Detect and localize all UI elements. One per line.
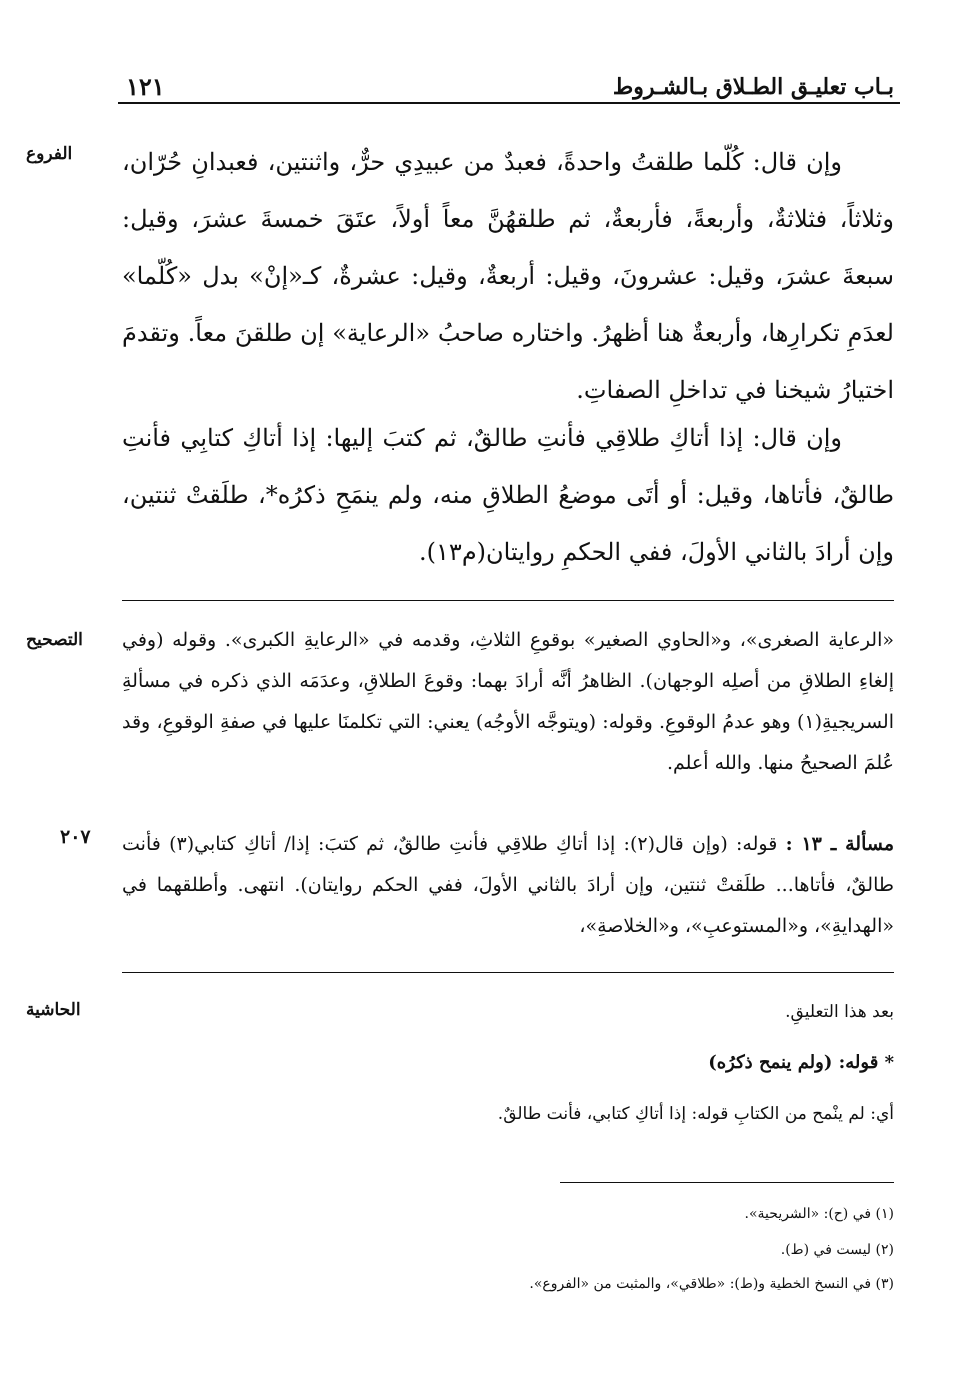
section-divider <box>122 972 894 973</box>
hashiya-line-2: * قوله: (ولم ينمح ذكرُه) <box>708 1052 894 1073</box>
footnote: (٢) ليست في (ط). <box>780 1242 894 1258</box>
tashih-paragraph-1: «الرعاية الصغرى»، و«الحاوي الصغير» بوقوعِ الثلاثِ، وقدمه في «الرعايةِ الكبرى». وقوله (وفي إلغاءِ الطلاقِ من أصلِه الوجهان). الظاهرُ أنَّه أرادَ بهما: وقوعَ الطلاقِ، وعدَمَه الذي ذكره في مسألةِ السريجيةِ(١) وهو عدمُ الوقوعِ. وقوله: (ويتوجَّه الأوجُه) يعني: التي تكلمنَا عليها في صفةِ الوقوعِ، وقد عُلمَ الصحيحُ منها. والله أعلم. <box>122 629 894 774</box>
footnote: (١) في (ح): «الشريحية». <box>744 1206 894 1222</box>
footnote-divider <box>560 1182 894 1183</box>
section-label-tashih: التصحيح <box>26 630 83 650</box>
section-label-furu: الفروع <box>26 144 73 164</box>
masala-label: مسألة ـ ١٣ : <box>785 833 894 855</box>
main-paragraph-1: وإن قال: كُلّما طلقتُ واحدةً، فعبدٌ من عبيدِي حرٌّ، واثنتين، فعبدانِ حُرّان، وثلاثاً، فثلاثةٌ، وأربعةً، فأربعةٌ، ثم طلقهُنَّ معاً أولاً، عتَقَ خمسةَ عشرَ، وقيل: سبعةَ عشرَ، وقيل: عشرونَ، وقيل: أربعةٌ، وقيل: عشرةٌ، كـ«إنْ» بدل «كُلّما» لعدَمِ تكرارِها، وأربعةٌ هنا أظهرُ. واختاره صاحبُ «الرعاية» إن طلقنَ معاً. وتقدمَ اختيارُ شيخنا في تداخلِ الصفاتِ. <box>122 148 894 404</box>
chapter-title: بـاب تعليـق الطـلاق بـالشـروط <box>612 74 894 100</box>
running-header <box>118 62 900 102</box>
margin-number: ٢٠٧ <box>60 826 91 848</box>
section-label-hashiya: الحاشية <box>26 1000 81 1020</box>
main-paragraph-2: وإن قال: إذا أتاكِ طلاقِي فأنتِ طالقٌ، ثم كتبَ إليها: إذا أتاكِ كتابِي فأنتِ طالقٌ، فأتاها، وقيل: أو أتَى موضعُ الطلاقِ منه، ولم ينمَحِ ذكرُه*، طلَقتْ ثنتين، وإن أرادَ بالثاني الأولَ، ففي الحكمِ روايتان(م١٣). <box>122 424 894 566</box>
hashiya-line-3: أي: لم ينْمح من الكتابِ قوله: إذا أتاكِ كتابي، فأنت طالقٌ. <box>497 1104 894 1124</box>
hashiya-line-1: بعد هذا التعليقِ. <box>785 1002 894 1022</box>
section-divider <box>122 600 894 601</box>
tashih-paragraph-2 <box>122 824 894 947</box>
page-number: ١٢١ <box>126 72 165 101</box>
tashih-paragraph-2-text: قوله: (وإن قال(٢): إذا أتاكِ طلاقِي فأنتِ طالقٌ، ثم كتبَ: إذا/ أتاكِ كتابي(٣) فأنت طالقٌ، فأتاها... طلَقتْ ثنتين، وإن أرادَ بالثاني الأولَ، ففي الحكم روايتان). انتهى. وأطلقهما في «الهدايةِ»، و«المستوعبِ»، و«الخلاصةِ»، <box>122 833 894 937</box>
header-rule <box>118 102 900 104</box>
footnote: (٣) في النسخ الخطية و(ط): «طلاقي»، والمثبت من «الفروع». <box>529 1276 894 1292</box>
